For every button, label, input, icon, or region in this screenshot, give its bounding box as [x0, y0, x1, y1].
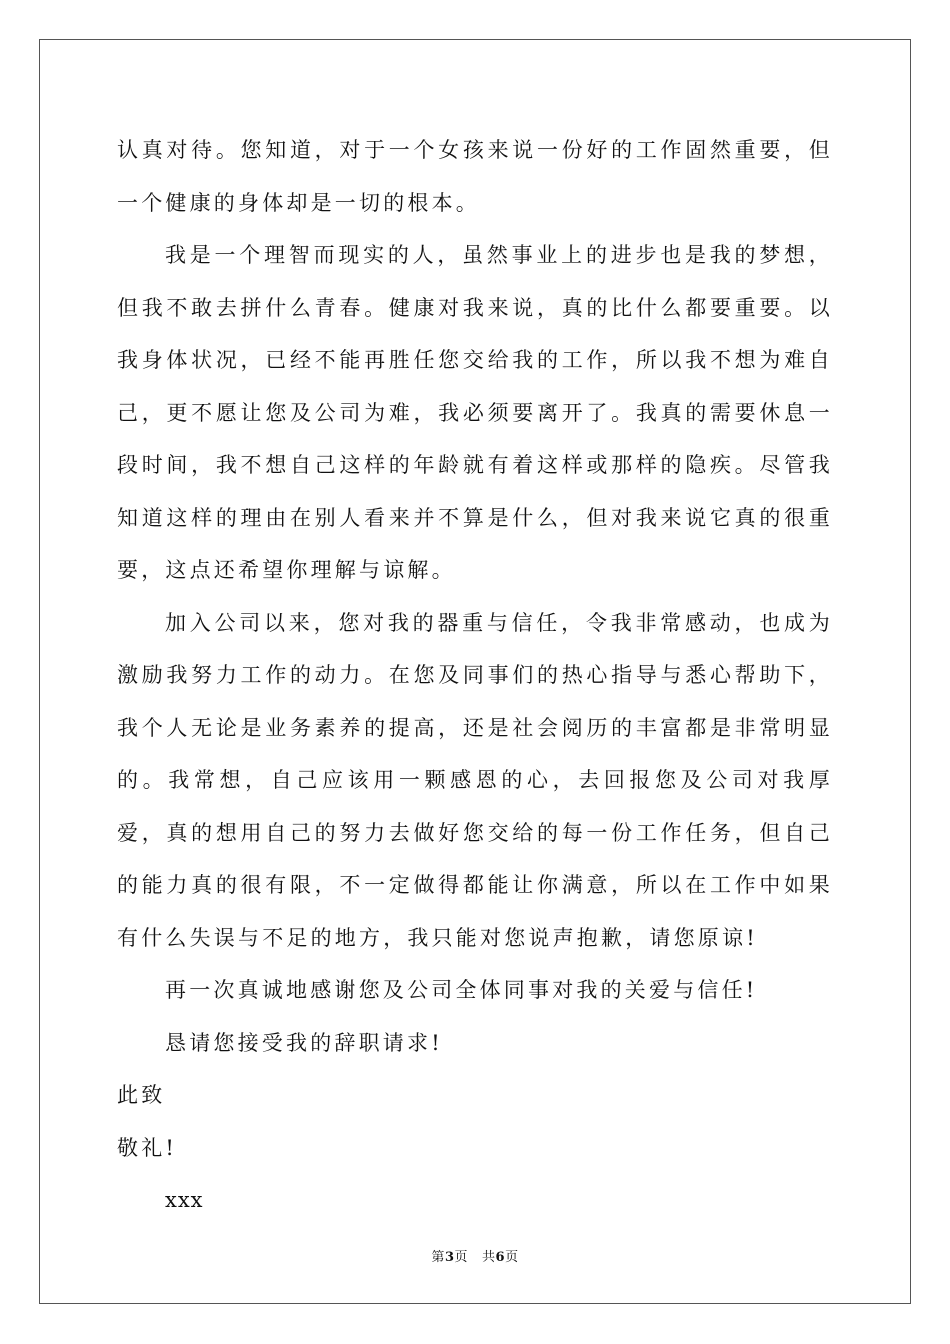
current-page-number: 3 [444, 1250, 455, 1265]
salutation-line: 敬礼! [117, 1135, 178, 1160]
total-page-count: 6 [495, 1250, 506, 1265]
page-footer [0, 1246, 950, 1265]
footer-prefix: 第 [431, 1250, 445, 1265]
paragraph-5: 恳请您接受我的辞职请求! [165, 1030, 443, 1055]
signature: xxx [165, 1188, 204, 1212]
closing-line: 此致 [117, 1083, 166, 1107]
letter-body [117, 124, 833, 1227]
paragraph-1: 认真对待。您知道，对于一个女孩来说一份好的工作固然重要，但一个健康的身体却是一切的根本。 [117, 138, 833, 215]
footer-total-unit: 页 [505, 1250, 519, 1265]
footer-total-prefix: 共 [482, 1250, 496, 1265]
paragraph-2: 我是一个理智而现实的人，虽然事业上的进步也是我的梦想，但我不敢去拼什么青春。健康对我来说，真的比什么都要重要。以我身体状况，已经不能再胜任您交给我的工作，所以我不想为难自己，更不愿让您及公司为难，我必须要离开了。我真的需要休息一段时间，我不想自己这样的年龄就有着这样或那样的隐疾。尽管我知道这样的理由在别人看来并不算是什么，但对我来说它真的很重要，这点还希望你理解与谅解。 [117, 243, 833, 582]
paragraph-3: 加入公司以来，您对我的器重与信任，令我非常感动，也成为激励我努力工作的动力。在您及同事们的热心指导与悉心帮助下，我个人无论是业务素养的提高，还是社会阅历的丰富都是非常明显的。我常想，自己应该用一颗感恩的心，去回报您及公司对我厚爱，真的想用自己的努力去做好您交给的每一份工作任务，但自己的能力真的很有限，不一定做得都能让你满意，所以在工作中如果有什么失误与不足的地方，我只能对您说声抱歉，请您原谅! [117, 610, 833, 950]
paragraph-4: 再一次真诚地感谢您及公司全体同事对我的关爱与信任! [165, 978, 758, 1002]
footer-page-unit: 页 [454, 1250, 468, 1265]
